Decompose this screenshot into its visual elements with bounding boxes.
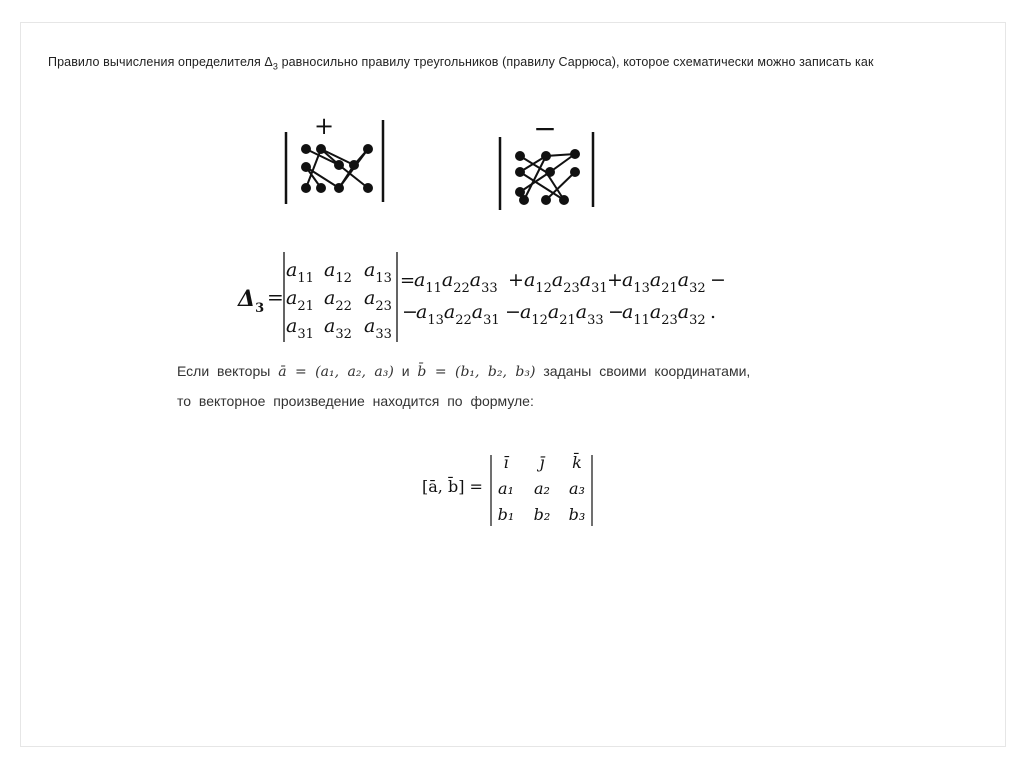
term-a11a22a33: $a_{11}a_{22}a_{33}$ xyxy=(414,269,498,296)
term-a11a23a32: $a_{11}a_{23}a_{32}$ xyxy=(622,301,706,328)
op-plus-1: + xyxy=(508,269,524,291)
det-a11: $a_{11}$ xyxy=(286,259,314,286)
det-a13: $a_{13}$ xyxy=(364,259,392,286)
term-a12a21a33: $a_{12}a_{21}a_{33}$ xyxy=(520,301,604,328)
vector-a: ā = (a₁, a₂, a₃) xyxy=(278,364,394,380)
sarrus-scheme xyxy=(262,92,602,217)
det-a32: $a_{32}$ xyxy=(324,315,352,342)
intro-text xyxy=(48,55,874,72)
cell-a3: a₃ xyxy=(569,479,585,498)
plus-sign: + xyxy=(313,112,335,140)
intro-subscript: 3 xyxy=(272,61,278,72)
det-a21: $a_{21}$ xyxy=(286,287,314,314)
term-a13a22a31: $a_{13}a_{22}a_{31}$ xyxy=(416,301,500,328)
vectors-sentence-1: Если векторы ā = (a₁, a₂, a₃) и b̄ = (b₁, b₂, b₃) заданы своими координатами, xyxy=(177,363,751,380)
sarrus-plus-scheme xyxy=(286,112,383,204)
vector-b: b̄ = (b₁, b₂, b₃) xyxy=(417,364,536,380)
cross-lhs: [ā, b̄] = xyxy=(422,477,483,496)
op-minus-end: − xyxy=(710,269,726,291)
cell-a2: a₂ xyxy=(534,479,550,498)
intro-text-start: Правило вычисления определителя Δ xyxy=(48,55,273,69)
minus-sign: − xyxy=(533,112,557,145)
op-minus-2: − xyxy=(505,301,521,323)
term-a13a21a32: $a_{13}a_{21}a_{32}$ xyxy=(622,269,706,296)
det-matrix xyxy=(286,259,392,342)
final-period: . xyxy=(710,301,717,323)
term-a12a23a31: $a_{12}a_{23}a_{31}$ xyxy=(524,269,608,296)
intro-text-end: равносильно правилу треугольников (правилу Саррюса), которое схематически можно записать как xyxy=(278,55,874,69)
expansion-line-2 xyxy=(402,301,716,328)
det-equals-2: = xyxy=(400,270,416,291)
det-a12: $a_{12}$ xyxy=(324,259,352,286)
cell-b3: b₃ xyxy=(568,505,586,524)
cell-j: j̄ xyxy=(539,453,545,472)
cell-b1: b₁ xyxy=(497,505,515,524)
op-minus-3: − xyxy=(608,301,624,323)
cross-product-formula xyxy=(402,430,612,530)
det-a33: $a_{33}$ xyxy=(364,315,392,342)
vectors-sentence-2: то векторное произведение находится по формуле: xyxy=(177,393,534,409)
det-a31: $a_{31}$ xyxy=(286,315,314,342)
det-a22: $a_{22}$ xyxy=(324,287,352,314)
op-plus-2: + xyxy=(607,269,623,291)
sarrus-minus-scheme xyxy=(500,112,593,210)
cell-a1: a₁ xyxy=(498,479,514,498)
det-a23: $a_{23}$ xyxy=(364,287,392,314)
determinant-formula xyxy=(224,236,734,351)
op-minus-1: − xyxy=(402,301,418,323)
det-equals: = xyxy=(267,285,284,309)
cell-b2: b₂ xyxy=(533,505,551,524)
cell-k: k̄ xyxy=(572,453,582,472)
expansion-line-1 xyxy=(414,269,726,296)
cell-i: ī xyxy=(503,453,509,472)
det-symbol: $\Delta_3$ xyxy=(238,286,265,316)
